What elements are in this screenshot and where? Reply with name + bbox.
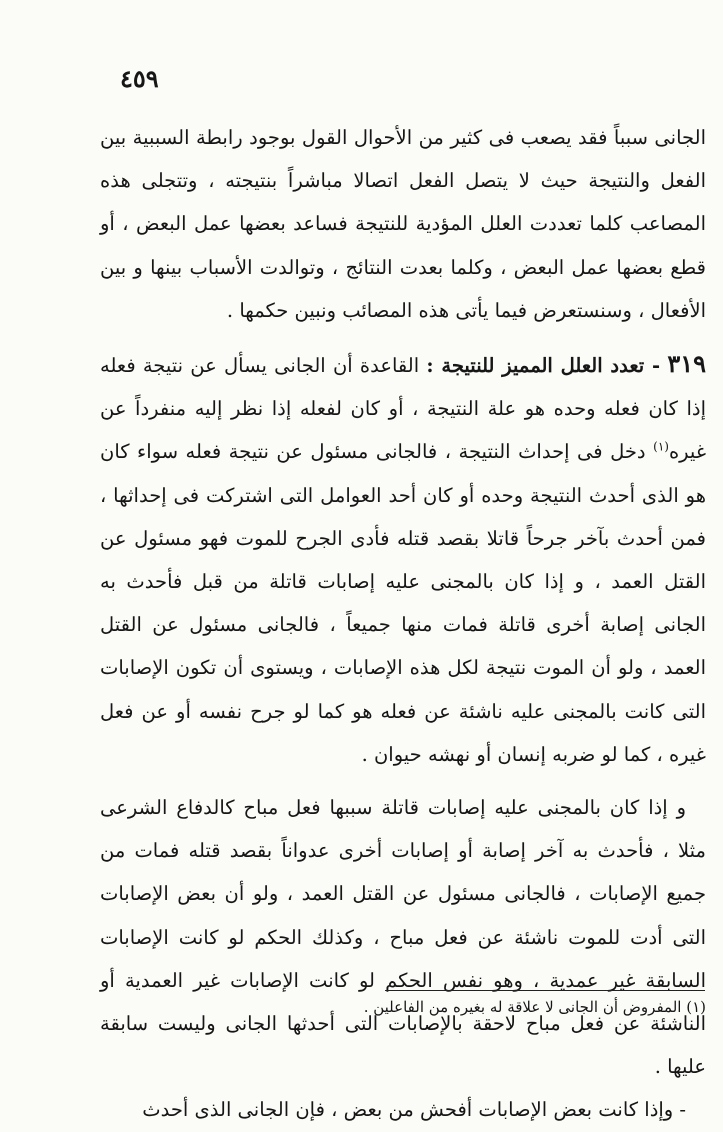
section-text-part-2: دخل فى إحداث النتيجة ، فالجانى مسئول عن نتيجة فعله سواء كان هو الذى أحدث النتيجة وحده أو كان أحد العوامل التى اشتركت فى إحداثها ، فمن أحدث بآخر جرحاً قاتلا بقصد قتله فأدى الجرح للموت فهو مسئول عن القتل العمد ، و إذا كان بالمجنى عليه إصابات قاتلة من قبل فأحدث به الجانى إصابة أخرى قاتلة فمات منها جميعاً ، فالجانى مسئول عن القتل العمد ، ولو أن الموت نتيجة لكل هذه الإصابات ، ويستوى أن تكون الإصابات التى كانت بالمجنى عليه ناشئة عن فعله هو كما لو جرح نفسه أو عن فعل غيره ، كما لو ضربه إنسان أو نهشه حيوان . xyxy=(100,440,706,766)
section-text-part-1: القاعدة أن الجانى يسأل عن نتيجة فعله إذا كان فعله وحده هو علة النتيجة ، أو كان لفعله إذا نظر إليه منفرداً عن غيره xyxy=(100,354,707,464)
footnote: (١) المفروض أن الجانى لا علاقة له بغيره من الفاعلين . xyxy=(363,998,706,1016)
body-text xyxy=(100,116,706,1132)
footnote-reference: (١) xyxy=(653,439,669,454)
paragraph-1: الجانى سبباً فقد يصعب فى كثير من الأحوال القول بوجود رابطة السببية بين الفعل والنتيجة حيث لا يتصل الفعل اتصالا مباشراً بنتيجته ، وتتجلى هذه المصاعب كلما تعددت العلل المؤدية للنتيجة فساعد بعضها عمل البعض ، أو قطع بعضها عمل البعض ، وكلما بعدت النتائج ، وتوالدت الأسباب بينها و بين الأفعال ، وسنستعرض فيما يأتى هذه المصائب ونبين حكمها . xyxy=(100,126,706,322)
paragraph-section-319 xyxy=(100,342,706,776)
paragraph-4: - وإذا كانت بعض الإصابات أفحش من بعض ، فإن الجانى الذى أحدث xyxy=(142,1098,686,1122)
section-title: - تعدد العلل المميز للنتيجة : xyxy=(426,354,661,378)
page-number: ٤٥٩ xyxy=(120,64,159,93)
footnote-divider xyxy=(385,990,705,991)
paragraph-3: و إذا كان بالمجنى عليه إصابات قاتلة سببها فعل مباح كالدفاع الشرعى مثلا ، فأحدث به آخر إصابة أو إصابات أخرى عدواناً بقصد قتله فمات من جميع الإصابات ، فالجانى مسئول عن القتل العمد ، ولو أن بعض الإصابات التى أدت للموت ناشئة عن فعل مباح ، وكذلك الحكم لو كانت الإصابات السابقة غير عمدية ، وهو نفس الحكم لو كانت الإصابات غير العمدية أو الناشئة عن فعل مباح لاحقة بالإصابات التى أحدثها الجانى وليست سابقة عليها . xyxy=(100,796,706,1079)
section-number: ٣١٩ xyxy=(667,349,706,379)
